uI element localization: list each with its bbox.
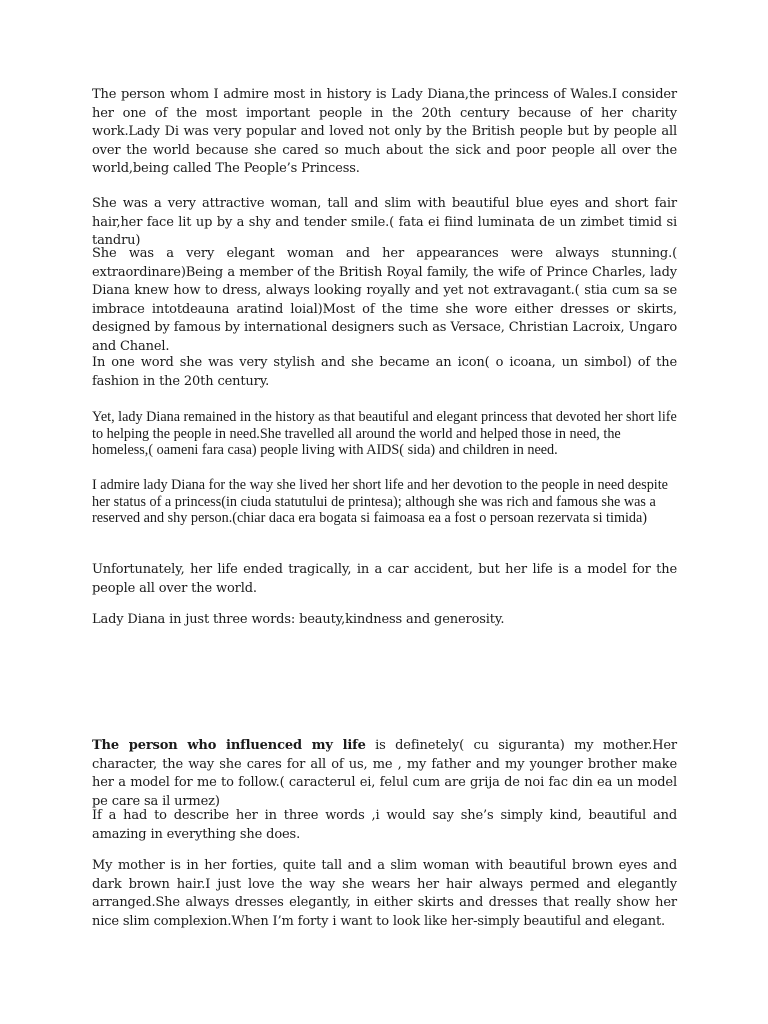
essay2-paragraph-2: If a had to describe her in three words ,i would say she’s simply kind, beautiful and amazing in everything she does. — [92, 808, 677, 842]
essay1-paragraph-6: I admire lady Diana for the way she lived her short life and her devotion to the people in need despite her status of a princess(in ciuda statutului de printesa); although she was rich and famous she was a reserved and shy person.(chiar daca era bogata si faimoasa ea a fost o persoan rezervata si timida) — [92, 477, 668, 526]
essay2-paragraph-1-text: is definetely( cu siguranta) my mother.Her character, the way she cares for all of us, me , my father and my younger brother make her a model for me to follow.( caracterul ei, felul cum are grija de noi fac din ea un model pe care sa il urmez) — [92, 738, 677, 809]
essay2-paragraph-1 — [92, 737, 677, 811]
essay2-paragraph-3: My mother is in her forties, quite tall and a slim woman with beautiful brown eyes and dark brown hair.I just love the way she wears her hair always permed and elegantly arranged.She always dresses elegantly, in either skirts and dresses that really show her nice slim complexion.When I’m forty i want to look like her-simply beautiful and elegant. — [92, 858, 677, 929]
essay1-paragraph-5: Yet, lady Diana remained in the history as that beautiful and elegant princess that devoted her short life to helping the people in need.She travelled all around the world and helped those in need, the homeless,( oameni fara casa) people living with AIDS( sida) and children in need. — [92, 409, 677, 458]
essay2-title-phrase: The person who influenced my life — [92, 738, 366, 753]
essay1-paragraph-4: In one word she was very stylish and she became an icon( o icoana, un simbol) of the fashion in the 20th century. — [92, 355, 677, 389]
essay1-paragraph-1: The person whom I admire most in history is Lady Diana,the princess of Wales.I consider her one of the most important people in the 20th century because of her charity work.Lady Di was very popular and loved not only by the British people but by people all over the world because she cared so much about the sick and poor people all over the world,being called The People’s Princess. — [92, 87, 677, 176]
essay1-paragraph-7: Unfortunately, her life ended tragically, in a car accident, but her life is a model for the people all over the world. — [92, 562, 677, 596]
essay1-paragraph-2: She was a very attractive woman, tall and slim with beautiful blue eyes and short fair hair,her face lit up by a shy and tender smile.( fata ei fiind luminata de un zimbet timid si tandru) — [92, 196, 677, 248]
essay1-paragraph-8: Lady Diana in just three words: beauty,kindness and generosity. — [92, 612, 505, 627]
essay1-paragraph-3: She was a very elegant woman and her appearances were always stunning.( extraordinare)Being a member of the British Royal family, the wife of Prince Charles, lady Diana knew how to dress, always looking royally and yet not extravagant.( stia cum sa se imbrace intotdeauna aratind loial)Most of the time she wore either dresses or skirts, designed by famous by international designers such as Versace, Christian Lacroix, Ungaro and Chanel. — [92, 246, 677, 354]
